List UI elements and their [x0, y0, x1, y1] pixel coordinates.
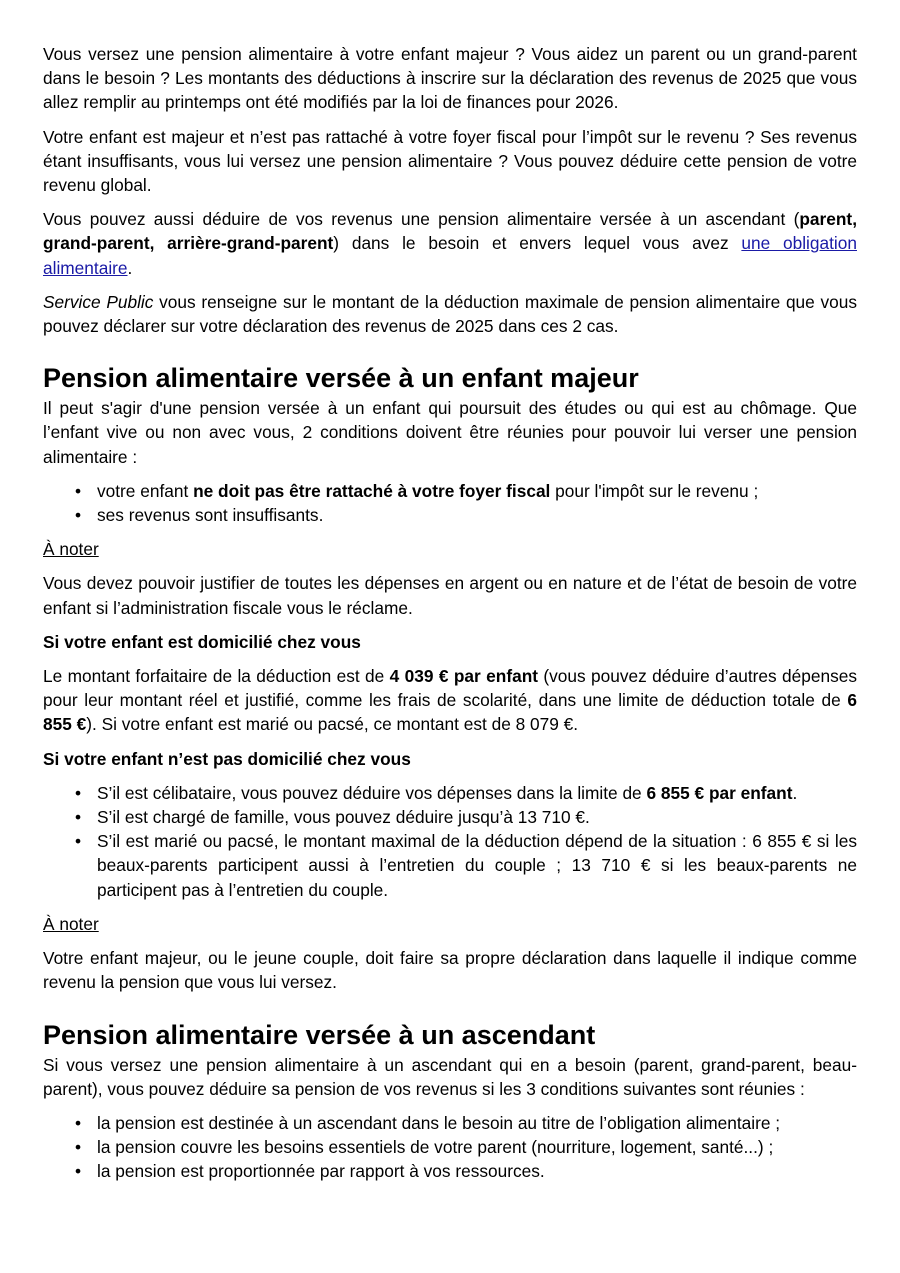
note-text-2: Votre enfant majeur, ou le jeune couple, doit faire sa propre déclaration dans laquelle il indique comme revenu la pension que vous lui versez. — [43, 948, 857, 993]
non-domicilie-list — [43, 781, 857, 902]
intro-paragraph-3 — [43, 207, 857, 280]
intro-p3-text-b: ) dans le besoin et envers lequel vous avez — [333, 233, 742, 254]
list-item — [97, 781, 857, 805]
subheading-non-domicilie: Si votre enfant n’est pas domicilié chez vous — [43, 748, 411, 769]
intro-p3-bold: parent, grand-parent, arrière-grand-parent — [43, 209, 857, 254]
deduction-limit-bold: 6 855 € — [43, 690, 857, 735]
deduction-text-b: (vous pouvez déduire d’autres dépenses pour leur montant réel et justifié, comme les frais de scolarité, dans une limite de déduction totale de — [43, 666, 857, 711]
intro-p3-text-a: Vous pouvez aussi déduire de vos revenus une pension alimentaire versée à un ascendant ( — [43, 209, 800, 230]
list-item: • S’il est marié ou pacsé, le montant maximal de la déduction dépend de la situation : 6 855 € si les beaux-parents participent aussi à l’entretien du couple ; 13 710 € si les beaux-parents ne participent pas à l’entretien du couple. — [97, 829, 857, 902]
note-label-text: À noter — [43, 913, 99, 934]
intro-paragraph-4 — [43, 290, 857, 338]
deduction-paragraph — [43, 664, 857, 737]
intro-p4-italic: Service Public — [43, 291, 154, 312]
list-item-text: S’il est célibataire, vous pouvez déduire vos dépenses dans la limite de — [97, 782, 647, 803]
list-item-text: . — [792, 782, 798, 803]
note-label-2 — [43, 912, 857, 936]
intro-p3-text-c: . — [127, 257, 133, 278]
list-item: • la pension est proportionnée par rapport à vos ressources. — [97, 1159, 857, 1183]
section1-paragraph-1: Il peut s'agir d'une pension versée à un enfant qui poursuit des études ou qui est au chômage. Que l’enfant vive ou non avec vous, 2 conditions doivent être réunies pour pouvoir lui verser une pension alimentaire : — [43, 398, 857, 467]
list-item-bold: ne doit pas être rattaché à votre foyer fiscal — [193, 480, 551, 501]
list-item-text: votre enfant — [97, 480, 194, 501]
section2-paragraph-1: Si vous versez une pension alimentaire à un ascendant qui en a besoin (parent, grand-parent, beau-parent), vous pouvez déduire sa pension de vos revenus si les 3 conditions suivantes sont réunies : — [43, 1054, 857, 1099]
subheading-domicilie: Si votre enfant est domicilié chez vous — [43, 631, 361, 652]
conditions-list — [43, 479, 857, 527]
note-label-text: À noter — [43, 539, 99, 560]
section-enfant-majeur-title: Pension alimentaire versée à un enfant majeur — [43, 363, 639, 394]
deduction-text-a: Le montant forfaitaire de la déduction est de — [43, 666, 390, 687]
obligation-alimentaire-link[interactable]: une obligation alimentaire — [43, 233, 857, 278]
list-item: • la pension couvre les besoins essentiels de votre parent (nourriture, logement, santé...) ; — [97, 1135, 857, 1159]
ascendant-conditions-list — [43, 1111, 857, 1184]
section-ascendant-title: Pension alimentaire versée à un ascendant — [43, 1019, 596, 1050]
list-item: • la pension est destinée à un ascendant dans le besoin au titre de l’obligation alimentaire ; — [97, 1111, 857, 1135]
list-item-text: pour l'impôt sur le revenu ; — [550, 480, 759, 501]
list-item: • S’il est chargé de famille, vous pouvez déduire jusqu’à 13 710 €. — [97, 805, 857, 829]
note-label-1 — [43, 537, 857, 561]
deduction-amount-bold: 4 039 € par enfant — [389, 666, 538, 687]
intro-paragraph-1: Vous versez une pension alimentaire à votre enfant majeur ? Vous aidez un parent ou un grand-parent dans le besoin ? Les montants des déductions à inscrire sur la déclaration des revenus de 2025 que vous allez remplir au printemps ont été modifiés par la loi de finances pour 2026. — [43, 44, 857, 113]
note-text-1: Vous devez pouvoir justifier de toutes les dépenses en argent ou en nature et de l’état de besoin de votre enfant si l’administration fiscale vous le réclame. — [43, 573, 857, 618]
intro-paragraph-2: Votre enfant est majeur et n’est pas rattaché à votre foyer fiscal pour l’impôt sur le revenu ? Ses revenus étant insuffisants, vous lui versez une pension alimentaire ? Vous pouvez déduire cette pension de votre revenu global. — [43, 126, 857, 196]
deduction-text-c: ). Si votre enfant est marié ou pacsé, ce montant est de 8 079 €. — [86, 714, 579, 735]
intro-p4-text: vous renseigne sur le montant de la déduction maximale de pension alimentaire que vous pouvez déclarer sur votre déclaration des revenus de 2025 dans ces 2 cas. — [43, 291, 858, 337]
list-item-bold: 6 855 € par enfant — [646, 782, 793, 803]
list-item: • ses revenus sont insuffisants. — [97, 503, 857, 527]
list-item — [97, 479, 857, 503]
